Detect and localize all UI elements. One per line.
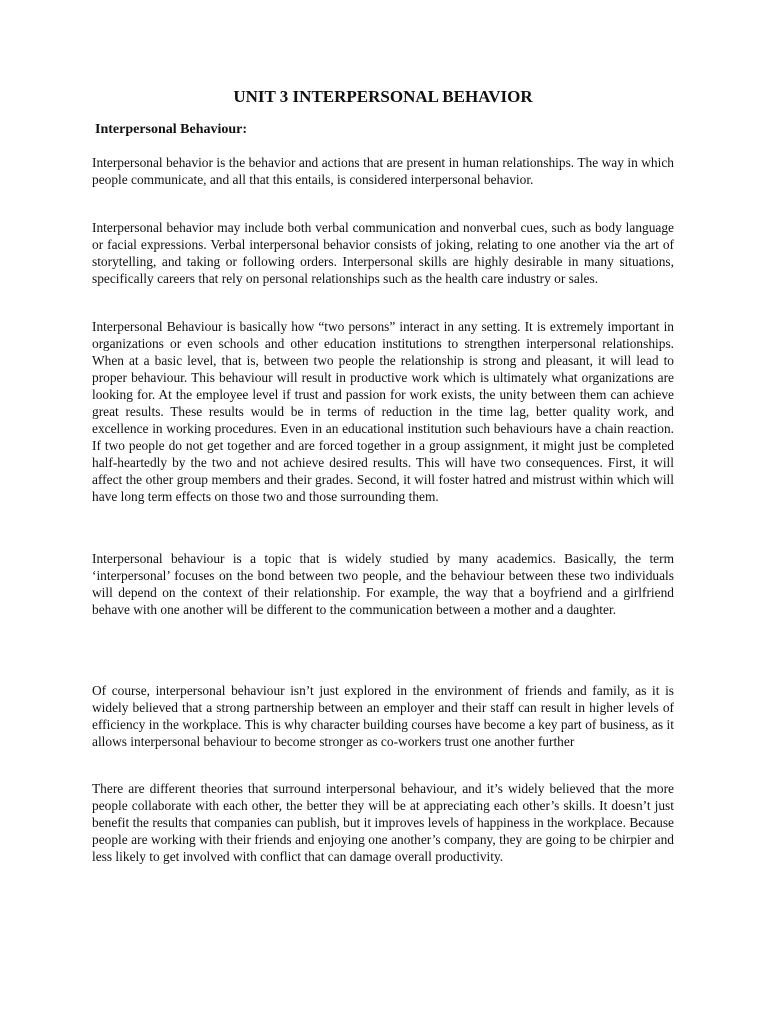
- paragraph-definition: Interpersonal behavior is the behavior and actions that are present in human relationships. The way in which people communicate, and all that this entails, is considered interpersonal behavior.: [92, 155, 674, 187]
- paragraph-workplace: Of course, interpersonal behaviour isn’t just explored in the environment of friends and family, as it is widely believed that a strong partnership between an employer and their staff can result in higher levels of efficiency in the workplace. This is why character building courses have become a key part of business, as it allows interpersonal behaviour to become stronger as co-workers trust one another further: [92, 683, 674, 749]
- paragraph-verbal-nonverbal: Interpersonal behavior may include both verbal communication and nonverbal cues, such as body language or facial expressions. Verbal interpersonal behavior consists of joking, relating to one another via the art of storytelling, and taking or following orders. Interpersonal skills are highly desirable in many situations, specifically careers that rely on personal relationships such as the health care industry or sales.: [92, 220, 674, 286]
- paragraph-two-persons: Interpersonal Behaviour is basically how “two persons” interact in any setting. It is extremely important in organizations or even schools and other education institutions to strengthen interpersonal relationships. When at a basic level, that is, between two people the relationship is strong and pleasant, it will lead to proper behaviour. This behaviour will result in productive work which is ultimately what organizations are looking for. At the employee level if trust and passion for work exists, the unity between them can achieve great results. These results would be in terms of reduction in the time lag, better quality work, and excellence in working procedures. Even in an educational institution such behaviours have a chain reaction. If two people do not get together and are forced together in a group assignment, it might just be completed half-heartedly by the two and not achieve desired results. This will have two consequences. First, it will affect the other group members and their grades. Second, it will foster hatred and mistrust within which will have long term effects on those two and those surrounding them.: [92, 319, 674, 504]
- paragraph-academic-study: Interpersonal behaviour is a topic that is widely studied by many academics. Basically, the term ‘interpersonal’ focuses on the bond between two people, and the behaviour between these two individuals will depend on the context of their relationship. For example, the way that a boyfriend and a girlfriend behave with one another will be different to the communication between a mother and a daughter.: [92, 551, 674, 617]
- section-heading: Interpersonal Behaviour:: [95, 122, 248, 137]
- page-title: UNIT 3 INTERPERSONAL BEHAVIOR: [233, 87, 533, 106]
- paragraph-theories: There are different theories that surround interpersonal behaviour, and it’s widely believed that the more people collaborate with each other, the better they will be at appreciating each other’s skills. It doesn’t just benefit the results that companies can publish, but it improves levels of happiness in the workplace. Because people are working with their friends and enjoying one another’s company, they are going to be chirpier and less likely to get involved with conflict that can damage overall productivity.: [92, 781, 674, 864]
